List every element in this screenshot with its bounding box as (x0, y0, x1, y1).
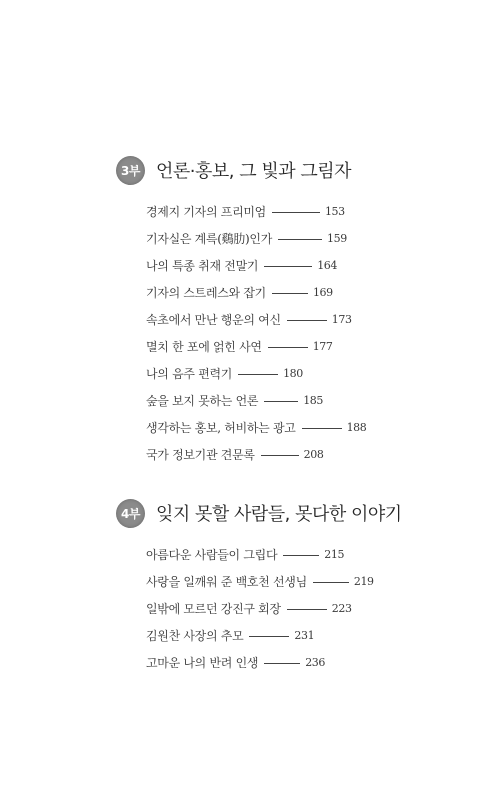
toc-entry-title: 기자실은 계륵(鷄肋)인가 (146, 232, 273, 246)
leader-line (264, 266, 312, 267)
toc-entry-page: 231 (294, 629, 315, 642)
toc-entry[interactable] (146, 595, 374, 622)
part-4-toc-list (146, 541, 374, 676)
toc-entry[interactable] (146, 225, 366, 252)
toc-entry[interactable] (146, 568, 374, 595)
part-3-title: 언론·홍보, 그 빛과 그림자 (156, 161, 351, 182)
leader-line (287, 609, 327, 610)
toc-entry[interactable] (146, 541, 374, 568)
leader-line (278, 239, 322, 240)
leader-line (264, 401, 298, 402)
toc-entry-title: 사랑을 일깨워 준 백호천 선생님 (146, 575, 307, 589)
toc-entry-page: 236 (305, 656, 325, 669)
toc-entry-page: 169 (312, 286, 333, 299)
toc-entry-title: 속초에서 만난 행운의 여신 (146, 313, 281, 327)
leader-line (287, 320, 327, 321)
leader-line (264, 663, 300, 664)
toc-entry[interactable] (146, 252, 366, 279)
part-4-header (116, 498, 402, 528)
toc-entry-title: 나의 특종 취재 전말기 (146, 259, 259, 273)
toc-entry[interactable] (146, 279, 366, 306)
toc-entry-title: 국가 정보기관 견문록 (146, 448, 255, 462)
toc-entry-title: 고마운 나의 반려 인생 (146, 656, 259, 670)
toc-entry-page: 180 (283, 367, 303, 380)
toc-entry-page: 215 (324, 548, 345, 561)
toc-entry-title: 멸치 한 포에 얽힌 사연 (146, 340, 262, 354)
leader-line (238, 374, 278, 375)
toc-entry-page: 159 (327, 232, 347, 245)
leader-line (261, 455, 299, 456)
toc-entry[interactable] (146, 360, 366, 387)
toc-entry[interactable] (146, 333, 366, 360)
leader-line (268, 347, 308, 348)
toc-entry[interactable] (146, 306, 366, 333)
toc-entry-page: 223 (331, 602, 352, 615)
toc-entry[interactable] (146, 414, 366, 441)
toc-entry-page: 219 (353, 575, 374, 588)
toc-entry-title: 일밖에 모르던 강진구 회장 (146, 602, 281, 616)
leader-line (302, 428, 342, 429)
toc-entry[interactable] (146, 622, 374, 649)
toc-entry-title: 김원찬 사장의 추모 (146, 629, 244, 643)
toc-entry[interactable] (146, 649, 374, 676)
toc-entry[interactable] (146, 441, 366, 468)
part-4-badge: 4부 (116, 499, 145, 528)
toc-entry-title: 숲을 보지 못하는 언론 (146, 394, 259, 408)
toc-entry-title: 아름다운 사람들이 그립다 (146, 548, 278, 562)
toc-entry-page: 208 (303, 448, 324, 461)
part-4-title: 잊지 못할 사람들, 못다한 이야기 (156, 504, 402, 525)
toc-entry[interactable] (146, 198, 366, 225)
leader-line (272, 212, 320, 213)
toc-entry-title: 나의 음주 편력기 (146, 367, 233, 381)
toc-entry-page: 153 (324, 205, 345, 218)
part-3-toc-list (146, 198, 366, 468)
toc-entry-title: 기자의 스트레스와 잡기 (146, 286, 266, 300)
toc-entry-page: 188 (346, 421, 367, 434)
toc-entry-page: 177 (312, 340, 333, 353)
toc-entry-title: 경제지 기자의 프리미엄 (146, 205, 266, 219)
toc-entry-page: 185 (303, 394, 323, 407)
part-3-badge: 3부 (116, 156, 145, 185)
leader-line (313, 582, 349, 583)
leader-line (249, 636, 289, 637)
leader-line (272, 293, 308, 294)
toc-entry[interactable] (146, 387, 366, 414)
leader-line (283, 555, 319, 556)
toc-entry-page: 173 (331, 313, 352, 326)
toc-entry-page: 164 (317, 259, 337, 272)
part-3-header (116, 155, 351, 185)
toc-entry-title: 생각하는 홍보, 허비하는 광고 (146, 421, 296, 435)
